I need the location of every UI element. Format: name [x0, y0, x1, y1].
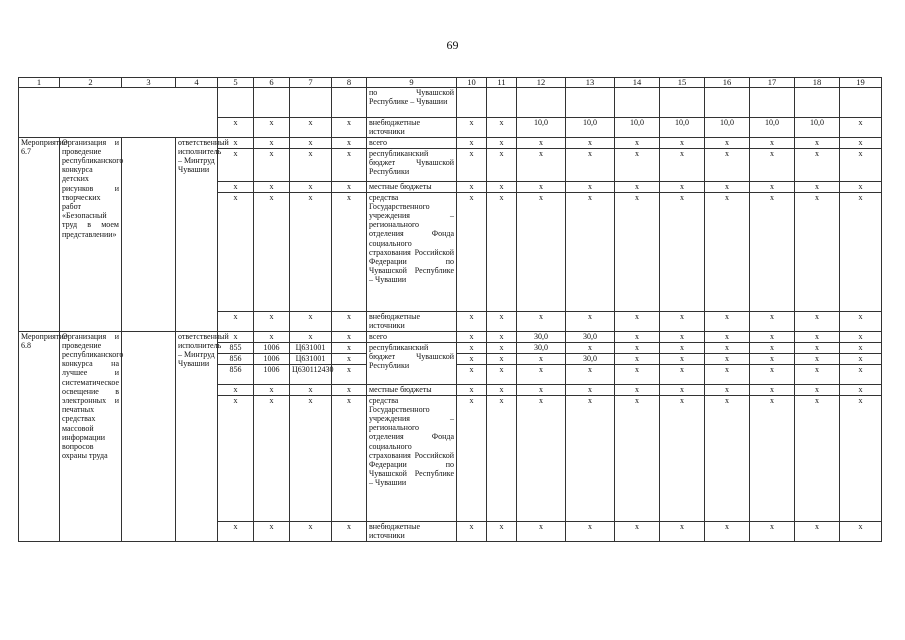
value-cell: x	[332, 148, 367, 181]
value-cell: x	[705, 148, 750, 181]
value-cell: Ц631001	[290, 353, 332, 364]
value-cell: x	[517, 181, 566, 192]
value-cell: x	[487, 364, 517, 384]
value-cell: x	[795, 521, 840, 541]
value-cell: x	[705, 384, 750, 395]
value-cell: x	[254, 331, 290, 342]
cell-blank	[795, 88, 840, 118]
value-cell: x	[840, 353, 882, 364]
value-cell: 856	[218, 353, 254, 364]
value-cell: x	[795, 384, 840, 395]
value-cell: 855	[218, 342, 254, 353]
value-cell: x	[750, 384, 795, 395]
value-cell: x	[332, 342, 367, 353]
value-cell: x	[795, 331, 840, 342]
value-cell: x	[795, 353, 840, 364]
value-cell: x	[487, 137, 517, 148]
value-cell: x	[615, 395, 660, 521]
value-cell: x	[660, 353, 705, 364]
value-cell: x	[615, 364, 660, 384]
value-cell: x	[840, 521, 882, 541]
value-cell: x	[290, 311, 332, 331]
value-cell: x	[457, 395, 487, 521]
value-cell: x	[566, 192, 615, 311]
value-cell: x	[840, 364, 882, 384]
value-cell: 10,0	[795, 118, 840, 137]
value-cell: x	[487, 521, 517, 541]
value-cell: x	[254, 521, 290, 541]
activity-name: Организация и проведение республиканского конкурса на лучшее и систематическое освещение в электронных и печатных средствах массовой информации вопросов охраны труда	[60, 331, 122, 541]
value-cell: x	[750, 181, 795, 192]
value-cell: x	[487, 192, 517, 311]
activity-label: Мероприятие 6.7	[19, 137, 60, 331]
value-cell: x	[705, 331, 750, 342]
table-row	[19, 137, 882, 148]
value-cell: 1006	[254, 353, 290, 364]
value-cell: x	[840, 148, 882, 181]
table-row	[19, 331, 882, 342]
value-cell: x	[517, 137, 566, 148]
column-number: 11	[487, 78, 517, 88]
value-cell: x	[840, 384, 882, 395]
value-cell: x	[332, 192, 367, 311]
value-cell: x	[566, 148, 615, 181]
cell-blank	[457, 88, 487, 118]
value-cell: x	[660, 311, 705, 331]
value-cell: x	[517, 353, 566, 364]
continuation-row	[19, 88, 882, 118]
value-cell: x	[795, 395, 840, 521]
value-cell: x	[795, 148, 840, 181]
value-cell: x	[615, 311, 660, 331]
value-cell: x	[566, 181, 615, 192]
column-number: 16	[705, 78, 750, 88]
value-cell: x	[487, 148, 517, 181]
value-cell: x	[218, 192, 254, 311]
cell-blank	[615, 88, 660, 118]
value-cell: x	[566, 137, 615, 148]
value-cell: x	[660, 521, 705, 541]
value-cell: x	[218, 395, 254, 521]
value-cell: x	[332, 181, 367, 192]
value-cell: x	[795, 364, 840, 384]
column-number: 2	[60, 78, 122, 88]
value-cell: x	[332, 118, 367, 137]
value-cell: x	[795, 181, 840, 192]
value-cell: x	[332, 395, 367, 521]
value-cell: x	[660, 137, 705, 148]
value-cell: x	[660, 181, 705, 192]
value-cell: x	[840, 137, 882, 148]
cell-blank	[122, 331, 176, 541]
value-cell: x	[254, 181, 290, 192]
value-cell: x	[840, 342, 882, 353]
value-cell: x	[660, 364, 705, 384]
value-cell: x	[290, 118, 332, 137]
column-number: 1	[19, 78, 60, 88]
funding-source: по Чувашской Республике – Чувашии	[367, 88, 457, 118]
value-cell: x	[615, 181, 660, 192]
value-cell: 30,0	[566, 353, 615, 364]
cell-blank	[218, 88, 254, 118]
value-cell: x	[705, 311, 750, 331]
value-cell: x	[517, 395, 566, 521]
value-cell: x	[750, 364, 795, 384]
cell-blank	[705, 88, 750, 118]
value-cell: x	[660, 192, 705, 311]
value-cell: x	[487, 342, 517, 353]
cell-blank	[566, 88, 615, 118]
value-cell: x	[840, 118, 882, 137]
value-cell: 1006	[254, 342, 290, 353]
cell-blank	[750, 88, 795, 118]
cell-blank	[840, 88, 882, 118]
value-cell: x	[218, 384, 254, 395]
value-cell: Ц630112430	[290, 364, 332, 384]
value-cell: x	[750, 331, 795, 342]
activity-name: Организация и проведение республиканского конкурса детских рисунков и творческих работ «Безопасный труд в моем представлении»	[60, 137, 122, 331]
value-cell: 10,0	[660, 118, 705, 137]
value-cell: x	[332, 331, 367, 342]
funding-source: средства Государственного учреждения – регионального отделения Фонда социального страхования Российской Федерации по Чувашской Республике – Чувашии	[367, 395, 457, 521]
value-cell: 10,0	[705, 118, 750, 137]
value-cell: x	[795, 342, 840, 353]
value-cell: x	[705, 395, 750, 521]
value-cell: x	[705, 521, 750, 541]
value-cell: x	[517, 311, 566, 331]
value-cell: x	[517, 364, 566, 384]
value-cell: x	[218, 181, 254, 192]
activity-executor: ответственный исполнитель – Минтруд Чувашии	[176, 137, 218, 331]
column-number: 7	[290, 78, 332, 88]
value-cell: x	[660, 384, 705, 395]
value-cell: x	[290, 148, 332, 181]
value-cell: x	[615, 384, 660, 395]
column-number: 17	[750, 78, 795, 88]
column-number: 6	[254, 78, 290, 88]
value-cell: x	[705, 192, 750, 311]
value-cell: x	[615, 148, 660, 181]
value-cell: x	[457, 521, 487, 541]
value-cell: x	[290, 395, 332, 521]
cell-blank	[290, 88, 332, 118]
value-cell: 30,0	[566, 331, 615, 342]
column-number: 4	[176, 78, 218, 88]
value-cell: x	[487, 181, 517, 192]
value-cell: 10,0	[517, 118, 566, 137]
value-cell: x	[660, 395, 705, 521]
value-cell: x	[615, 192, 660, 311]
value-cell: x	[457, 384, 487, 395]
value-cell: x	[218, 331, 254, 342]
value-cell: x	[840, 331, 882, 342]
value-cell: x	[290, 192, 332, 311]
value-cell: x	[457, 192, 487, 311]
value-cell: x	[457, 364, 487, 384]
value-cell: x	[487, 118, 517, 137]
value-cell: x	[487, 311, 517, 331]
value-cell: 10,0	[750, 118, 795, 137]
value-cell: x	[254, 384, 290, 395]
value-cell: x	[290, 384, 332, 395]
value-cell: x	[332, 137, 367, 148]
value-cell: Ц631001	[290, 342, 332, 353]
cell-blank	[517, 88, 566, 118]
value-cell: x	[705, 364, 750, 384]
value-cell: x	[566, 395, 615, 521]
value-cell: x	[705, 353, 750, 364]
value-cell: x	[615, 137, 660, 148]
value-cell: x	[487, 395, 517, 521]
funding-source: республиканский бюджет Чувашской Республики	[367, 148, 457, 181]
value-cell: x	[517, 521, 566, 541]
value-cell: x	[218, 311, 254, 331]
value-cell: x	[750, 395, 795, 521]
cell-blank	[660, 88, 705, 118]
activity-label: Мероприятие 6.8	[19, 331, 60, 541]
value-cell: 856	[218, 364, 254, 384]
value-cell: x	[332, 521, 367, 541]
value-cell: x	[750, 148, 795, 181]
value-cell: x	[218, 137, 254, 148]
column-number: 12	[517, 78, 566, 88]
column-number: 18	[795, 78, 840, 88]
value-cell: 10,0	[566, 118, 615, 137]
value-cell: x	[517, 192, 566, 311]
value-cell: x	[457, 148, 487, 181]
cell-blank	[487, 88, 517, 118]
value-cell: x	[218, 521, 254, 541]
funding-source: внебюджетные источники	[367, 521, 457, 541]
value-cell: x	[566, 342, 615, 353]
funding-source: средства Государственного учреждения – регионального отделения Фонда социального страхования Российской Федерации по Чувашской Республике – Чувашии	[367, 192, 457, 311]
funding-source: всего	[367, 331, 457, 342]
value-cell: x	[457, 137, 487, 148]
cell-blank	[254, 88, 290, 118]
value-cell: x	[254, 137, 290, 148]
value-cell: x	[566, 311, 615, 331]
value-cell: x	[517, 384, 566, 395]
value-cell: x	[566, 364, 615, 384]
table-body	[19, 78, 882, 542]
value-cell: x	[254, 192, 290, 311]
value-cell: x	[457, 353, 487, 364]
value-cell: x	[457, 342, 487, 353]
value-cell: x	[750, 192, 795, 311]
value-cell: x	[615, 342, 660, 353]
value-cell: x	[332, 364, 367, 384]
value-cell: x	[332, 311, 367, 331]
value-cell: x	[840, 181, 882, 192]
value-cell: x	[615, 521, 660, 541]
value-cell: x	[660, 342, 705, 353]
value-cell: x	[457, 331, 487, 342]
funding-source: внебюджетные источники	[367, 118, 457, 137]
cell-blank	[122, 137, 176, 331]
value-cell: x	[705, 181, 750, 192]
value-cell: x	[487, 331, 517, 342]
value-cell: x	[750, 342, 795, 353]
column-number: 15	[660, 78, 705, 88]
value-cell: x	[840, 311, 882, 331]
value-cell: x	[660, 331, 705, 342]
value-cell: 30,0	[517, 331, 566, 342]
funding-source: внебюджетные источники	[367, 311, 457, 331]
value-cell: x	[290, 137, 332, 148]
value-cell: x	[615, 353, 660, 364]
value-cell: x	[750, 521, 795, 541]
value-cell: x	[332, 353, 367, 364]
value-cell: 10,0	[615, 118, 660, 137]
value-cell: x	[517, 148, 566, 181]
value-cell: 30,0	[517, 342, 566, 353]
funding-source: республиканский бюджет Чувашской Республики	[367, 342, 457, 384]
value-cell: x	[840, 192, 882, 311]
column-number: 8	[332, 78, 367, 88]
value-cell: x	[290, 181, 332, 192]
column-number: 5	[218, 78, 254, 88]
value-cell: x	[218, 118, 254, 137]
value-cell: x	[487, 384, 517, 395]
activity-executor: ответственный исполнитель – Минтруд Чувашии	[176, 331, 218, 541]
column-number: 10	[457, 78, 487, 88]
value-cell: x	[254, 118, 290, 137]
value-cell: x	[290, 331, 332, 342]
value-cell: x	[705, 137, 750, 148]
value-cell: x	[705, 342, 750, 353]
value-cell: x	[332, 384, 367, 395]
financing-table	[18, 77, 882, 542]
column-number: 13	[566, 78, 615, 88]
value-cell: x	[795, 311, 840, 331]
value-cell: x	[254, 148, 290, 181]
column-number: 9	[367, 78, 457, 88]
value-cell: x	[750, 137, 795, 148]
value-cell: x	[457, 181, 487, 192]
value-cell: x	[615, 331, 660, 342]
value-cell: x	[254, 395, 290, 521]
value-cell: x	[840, 395, 882, 521]
funding-source: всего	[367, 137, 457, 148]
value-cell: x	[457, 118, 487, 137]
value-cell: x	[795, 137, 840, 148]
value-cell: x	[566, 521, 615, 541]
value-cell: 1006	[254, 364, 290, 384]
funding-source: местные бюджеты	[367, 384, 457, 395]
funding-source: местные бюджеты	[367, 181, 457, 192]
value-cell: x	[254, 311, 290, 331]
cell-blank	[332, 88, 367, 118]
value-cell: x	[750, 353, 795, 364]
value-cell: x	[218, 148, 254, 181]
header-row	[19, 78, 882, 88]
column-number: 19	[840, 78, 882, 88]
value-cell: x	[795, 192, 840, 311]
value-cell: x	[487, 353, 517, 364]
column-number: 14	[615, 78, 660, 88]
value-cell: x	[457, 311, 487, 331]
page-number: 69	[446, 38, 459, 52]
value-cell: x	[750, 311, 795, 331]
column-number: 3	[122, 78, 176, 88]
cell-blank	[19, 88, 218, 137]
value-cell: x	[660, 148, 705, 181]
value-cell: x	[290, 521, 332, 541]
value-cell: x	[566, 384, 615, 395]
